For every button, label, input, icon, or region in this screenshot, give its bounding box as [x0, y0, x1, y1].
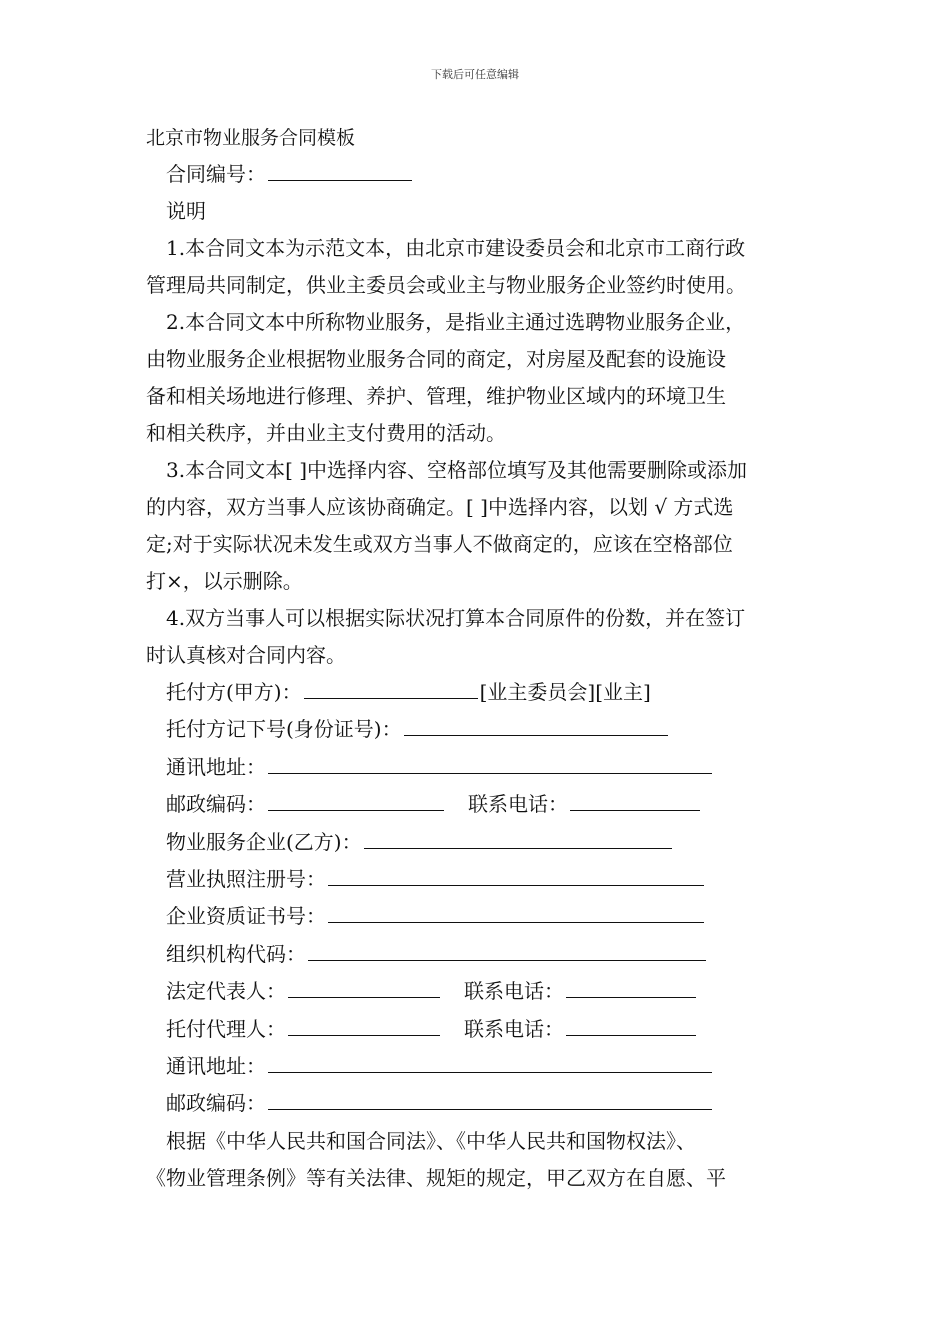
legal-rep-blank[interactable]: [288, 979, 440, 998]
party-a-label: 托付方(甲方)：: [166, 680, 302, 704]
legal-rep-row: [146, 973, 810, 1010]
address-label: 通讯地址：: [166, 754, 266, 779]
org-code-blank[interactable]: [308, 942, 706, 961]
contract-number-blank[interactable]: [268, 162, 412, 181]
id-number-row: [146, 711, 810, 748]
postcode-blank[interactable]: [268, 792, 444, 811]
postcode-blank[interactable]: [268, 1091, 712, 1110]
postcode-phone-row: [146, 786, 810, 823]
phone-blank[interactable]: [566, 1017, 696, 1036]
paragraph-3-line: 的内容，双方当事人应该协商确定。[ ]中选择内容，以划 √ 方式选: [146, 495, 734, 519]
paragraph-4-line: 时认真核对合同内容。: [146, 643, 346, 667]
paragraph-2-line: 由物业服务企业根据物业服务合同的商定，对房屋及配套的设施设: [146, 347, 726, 371]
party-info-form: [146, 674, 810, 1123]
paragraph-2-line: 和相关秩序，并由业主支付费用的活动。: [146, 421, 506, 445]
postcode-label: 邮政编码：: [166, 1091, 266, 1116]
agent-label: 托付代理人：: [166, 1016, 286, 1041]
party-a-row: [146, 674, 810, 711]
closing-paragraph-line: 《物业管理条例》等有关法律、规矩的规定，甲乙双方在自愿、平: [146, 1165, 726, 1190]
paragraph-1-line: 1.本合同文本为示范文本，由北京市建设委员会和北京市工商行政: [166, 236, 746, 260]
page-header: 下载后可任意编辑: [431, 68, 519, 81]
paragraph-3-line: 打×，以示删除。: [146, 569, 303, 593]
agent-blank[interactable]: [288, 1017, 440, 1036]
paragraph-2-line: 备和相关场地进行修理、养护、管理，维护物业区域内的环境卫生: [146, 384, 726, 408]
license-label: 营业执照注册号：: [166, 867, 326, 892]
party-b-blank[interactable]: [364, 830, 672, 849]
closing-paragraph-line: 根据《中华人民共和国合同法》、《中华人民共和国物权法》、: [166, 1128, 696, 1153]
phone-label: 联系电话：: [468, 792, 568, 817]
phone-blank[interactable]: [566, 979, 696, 998]
agent-row: [146, 1011, 810, 1048]
phone-label: 联系电话：: [464, 979, 564, 1004]
paragraph-2-line: 2.本合同文本中所称物业服务，是指业主通过选聘物业服务企业，: [166, 310, 746, 334]
address-blank[interactable]: [268, 755, 712, 774]
document-title: 北京市物业服务合同模板: [146, 127, 356, 149]
org-code-row: [146, 936, 810, 973]
license-row: [146, 861, 810, 898]
org-code-label: 组织机构代码：: [166, 941, 306, 966]
qualification-label: 企业资质证书号：: [166, 904, 326, 929]
id-number-label: 托付方记下号(身份证号)：: [166, 717, 402, 742]
contract-number-label: 合同编号：: [166, 162, 266, 186]
address-blank[interactable]: [268, 1054, 712, 1073]
phone-blank[interactable]: [570, 792, 700, 811]
qualification-blank[interactable]: [328, 904, 704, 923]
section-heading: 说明: [166, 199, 206, 223]
address-label: 通讯地址：: [166, 1054, 266, 1079]
party-b-row: [146, 824, 810, 861]
paragraph-3-line: 定;对于实际状况未发生或双方当事人不做商定的，应该在空格部位: [146, 532, 733, 556]
legal-rep-label: 法定代表人：: [166, 979, 286, 1004]
postcode-row: [146, 1085, 810, 1122]
party-a-options: [业主委员会][业主]: [479, 680, 651, 704]
document-body: [146, 120, 810, 1197]
postcode-label: 邮政编码：: [166, 792, 266, 817]
party-b-label: 物业服务企业(乙方)：: [166, 829, 362, 854]
address-row: [146, 1048, 810, 1085]
paragraph-1-line: 管理局共同制定，供业主委员会或业主与物业服务企业签约时使用。: [146, 273, 746, 297]
contract-number-line: [146, 156, 810, 193]
qualification-row: [146, 898, 810, 935]
license-blank[interactable]: [328, 867, 704, 886]
paragraph-3-line: 3.本合同文本[ ]中选择内容、空格部位填写及其他需要删除或添加: [166, 458, 748, 482]
id-number-blank[interactable]: [404, 717, 668, 736]
party-a-blank[interactable]: [304, 680, 478, 699]
phone-label: 联系电话：: [464, 1016, 564, 1041]
address-row: [146, 749, 810, 786]
paragraph-4-line: 4.双方当事人可以根据实际状况打算本合同原件的份数，并在签订: [166, 606, 746, 630]
